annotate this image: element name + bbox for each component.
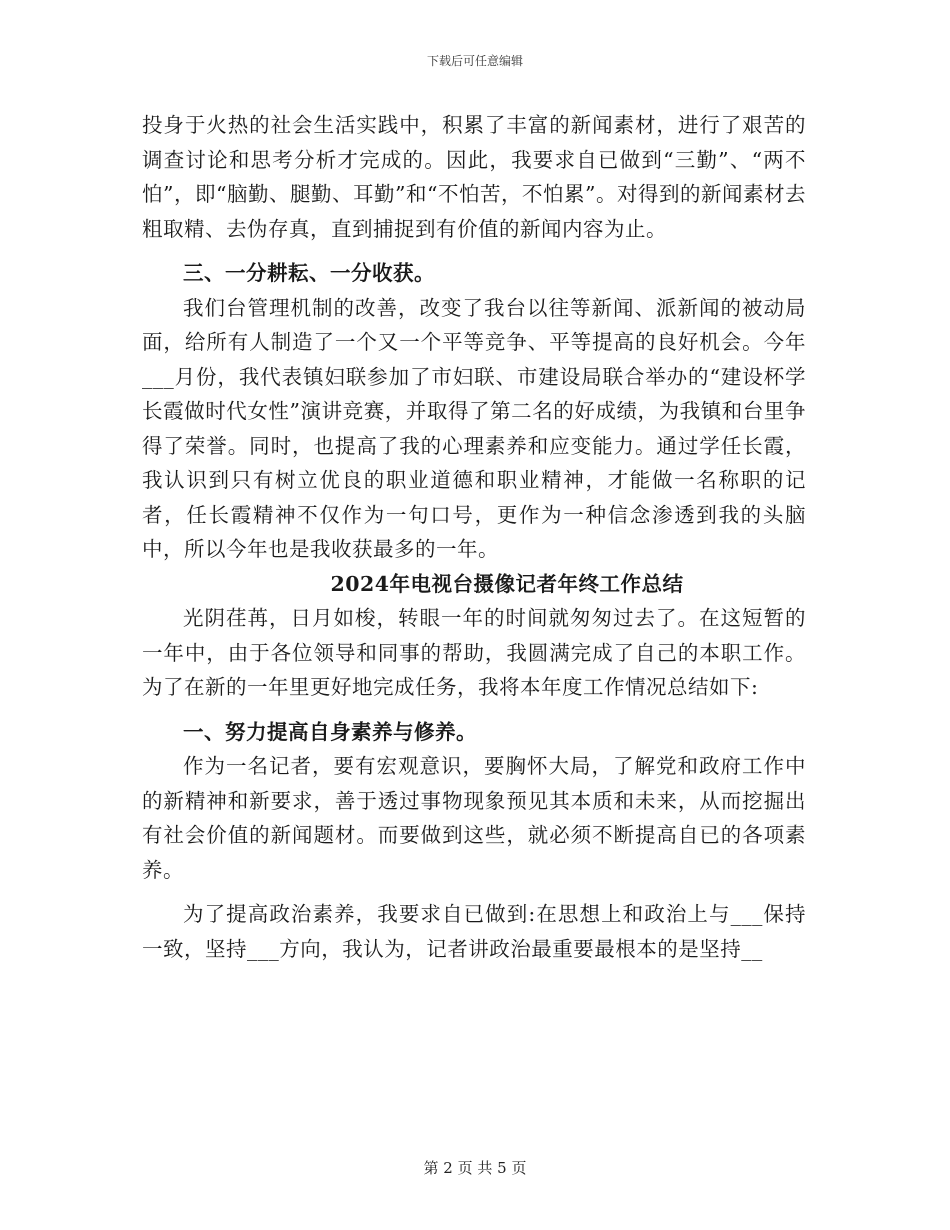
document-body	[142, 108, 806, 966]
section-heading-3: 三、一分耕耘、一分收获。	[183, 261, 435, 285]
page-header: 下载后可任意编辑	[426, 54, 523, 68]
paragraph-harvest: 我们台管理机制的改善，改变了我台以往等新闻、派新闻的被动局面，给所有人制造了一个又一个平等竞争、平等提高的良好机会。今年___月份，我代表镇妇联参加了市妇联、市建设局联合举办的“建设杯学长霞做时代女性”演讲竞赛，并取得了第二名的好成绩，为我镇和台里争得了荣誉。同时，也提高了我的心理素养和应变能力。通过学任长霞，我认识到只有树立优良的职业道德和职业精神，才能做一名称职的记者，任长霞精神不仅作为一句口号，更作为一种信念渗透到我的头脑中，所以今年也是我收获最多的一年。	[142, 295, 806, 561]
paragraph-political: 为了提高政治素养，我要求自已做到:在思想上和政治上与___保持一致，坚持___方向，我认为，记者讲政治最重要最根本的是坚持__	[142, 902, 806, 961]
page-footer: 第 2 页 共 5 页	[423, 1159, 527, 1177]
paragraph-intro: 光阴荏苒，日月如梭，转眼一年的时间就匆匆过去了。在这短暂的一年中，由于各位领导和同事的帮助，我圆满完成了自己的本职工作。为了在新的一年里更好地完成任务，我将本年度工作情况总结如下:	[142, 606, 806, 699]
document-title: 2024年电视台摄像记者年终工作总结	[330, 571, 684, 596]
paragraph-continuation: 投身于火热的社会生活实践中，积累了丰富的新闻素材，进行了艰苦的调查讨论和思考分析才完成的。因此，我要求自已做到“三勤”、“两不怕”，即“脑勤、腿勤、耳勤”和“不怕苦，不怕累”。对得到的新闻素材去粗取精、去伪存真，直到捕捉到有价值的新闻内容为止。	[142, 113, 806, 241]
paragraph-journalist: 作为一名记者，要有宏观意识，要胸怀大局，了解党和政府工作中的新精神和新要求，善于透过事物现象预见其本质和未来，从而挖掘出有社会价值的新闻题材。而要做到这些，就必须不断提高自已的各项素养。	[142, 754, 806, 882]
section-heading-1: 一、努力提高自身素养与修养。	[183, 719, 477, 744]
